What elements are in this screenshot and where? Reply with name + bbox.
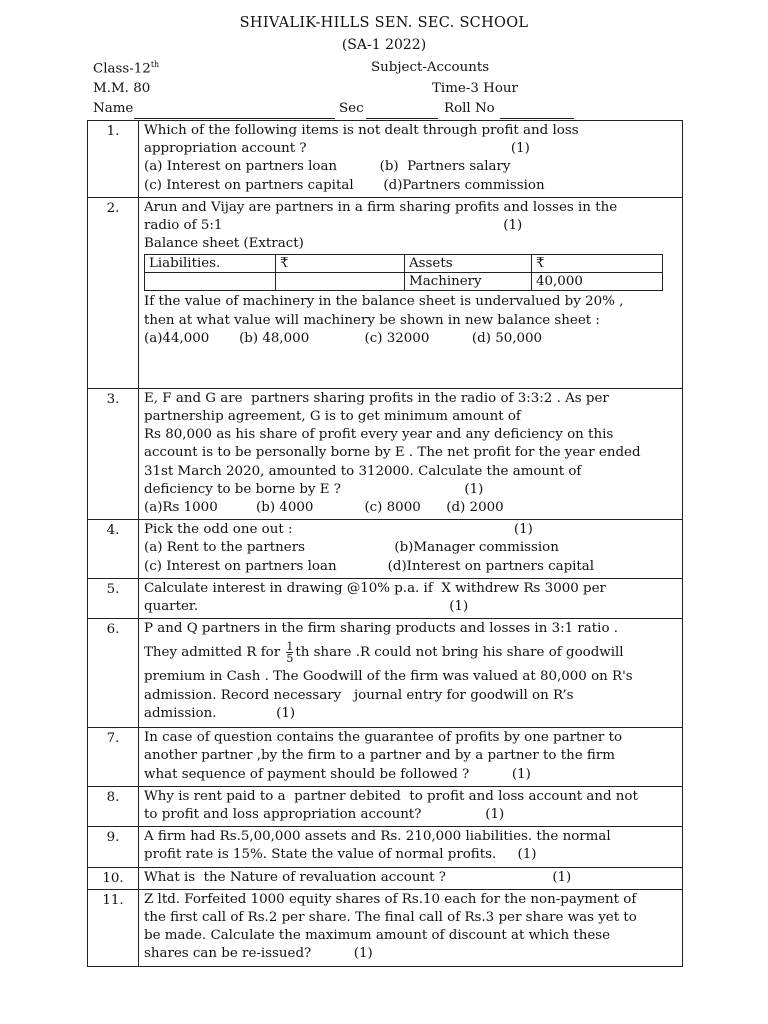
liabilities-amount-header: ₹ bbox=[276, 255, 405, 273]
question-number: 6. bbox=[88, 619, 139, 728]
question-line: Z ltd. Forfeited 1000 equity shares of Rs.10 each for the non-payment of bbox=[144, 891, 637, 907]
question-row-9 bbox=[88, 827, 683, 867]
section-blank-line bbox=[366, 118, 438, 119]
question-line: then at what value will machinery be shown in new balance sheet : bbox=[144, 312, 600, 328]
question-line: Calculate interest in drawing @10% p.a. if X withdrew Rs 3000 per bbox=[144, 580, 606, 596]
question-row-1 bbox=[88, 121, 683, 198]
question-row-3 bbox=[88, 388, 683, 519]
question-line: what sequence of payment should be followed ? (1) bbox=[144, 766, 531, 782]
question-line: Rs 80,000 as his share of profit every year and any deficiency on this bbox=[144, 427, 614, 443]
question-fragment: th share .R could not bring his share of goodwill bbox=[295, 645, 624, 661]
question-line: appropriation account ? (1) bbox=[144, 141, 530, 157]
asset-amount-cell: 40,000 bbox=[532, 273, 663, 291]
question-row-10 bbox=[88, 867, 683, 889]
question-option-line: (c) Interest on partners capital (d)Partners commission bbox=[144, 177, 545, 193]
question-line: admission. (1) bbox=[144, 705, 296, 721]
subject-label: Subject-Accounts bbox=[371, 60, 490, 75]
roll-number-blank-line bbox=[500, 118, 574, 119]
question-number: 11. bbox=[88, 889, 139, 966]
question-text bbox=[139, 867, 683, 889]
question-line: Pick the odd one out : (1) bbox=[144, 522, 533, 538]
question-option-line: (a)Rs 1000 (b) 4000 (c) 8000 (d) 2000 bbox=[144, 500, 504, 516]
question-line: another partner ,by the firm to a partner and by a partner to the firm bbox=[144, 748, 615, 764]
balance-sheet-extract bbox=[144, 254, 663, 291]
time-label: Time-3 Hour bbox=[432, 81, 518, 96]
question-number: 8. bbox=[88, 786, 139, 826]
question-row-7 bbox=[88, 728, 683, 787]
question-line: Arun and Vijay are partners in a firm sharing profits and losses in the bbox=[144, 199, 618, 215]
question-number: 2. bbox=[88, 197, 139, 388]
class-superscript: th bbox=[150, 60, 160, 69]
liabilities-amount-cell bbox=[276, 273, 405, 291]
question-text bbox=[139, 121, 683, 198]
balance-sheet-data-row bbox=[145, 273, 663, 291]
question-line: In case of question contains the guarantee of profits by one partner to bbox=[144, 730, 623, 746]
question-line: profit rate is 15%. State the value of normal profits. (1) bbox=[144, 847, 537, 863]
question-text bbox=[139, 827, 683, 867]
question-line: E, F and G are partners sharing profits in the radio of 3:3:2 . As per bbox=[144, 390, 609, 406]
question-row-5 bbox=[88, 578, 683, 618]
question-line: quarter. (1) bbox=[144, 599, 469, 615]
question-row-11 bbox=[88, 889, 683, 966]
question-text bbox=[139, 197, 683, 388]
question-text bbox=[139, 388, 683, 519]
question-line: What is the Nature of revaluation account ? (1) bbox=[144, 869, 572, 885]
question-fragment: They admitted R for bbox=[144, 645, 281, 661]
question-row-6 bbox=[88, 619, 683, 728]
name-label: Name bbox=[93, 101, 134, 116]
question-line: P and Q partners in the firm sharing products and losses in 3:1 ratio . bbox=[144, 621, 619, 637]
assets-amount-header: ₹ bbox=[532, 255, 663, 273]
question-line: If the value of machinery in the balance sheet is undervalued by 20% , bbox=[144, 294, 624, 310]
exam-title: (SA-1 2022) bbox=[341, 37, 427, 53]
question-line: shares can be re-issued? (1) bbox=[144, 946, 373, 962]
question-number: 9. bbox=[88, 827, 139, 867]
question-number: 7. bbox=[88, 728, 139, 787]
question-row-2 bbox=[88, 197, 683, 388]
question-line: premium in Cash . The Goodwill of the firm was valued at 80,000 on R's bbox=[144, 669, 633, 685]
school-name: SHIVALIK-HILLS SEN. SEC. SCHOOL bbox=[239, 15, 529, 31]
question-option-line: (c) Interest on partners loan (d)Interest on partners capital bbox=[144, 558, 595, 574]
question-row-4 bbox=[88, 520, 683, 579]
asset-name-cell: Machinery bbox=[405, 273, 532, 291]
question-line: admission. Record necessary journal entry for goodwill on R’s bbox=[144, 687, 574, 703]
question-line: Why is rent paid to a partner debited to profit and loss account and not bbox=[144, 788, 638, 804]
roll-number-label: Roll No bbox=[444, 101, 495, 116]
question-line-with-fraction bbox=[144, 638, 677, 668]
liabilities-cell bbox=[145, 273, 276, 291]
question-line: the first call of Rs.2 per share. The final call of Rs.3 per share was yet to bbox=[144, 910, 637, 926]
question-line: Which of the following items is not dealt through profit and loss bbox=[144, 123, 579, 138]
fraction-denominator: 5 bbox=[286, 652, 294, 666]
balance-sheet-header-row bbox=[145, 255, 663, 273]
question-option-line: (a)44,000 (b) 48,000 (c) 32000 (d) 50,000 bbox=[144, 330, 543, 346]
question-number: 4. bbox=[88, 520, 139, 579]
question-number: 1. bbox=[88, 121, 139, 198]
question-option-line: (a) Interest on partners loan (b) Partners salary bbox=[144, 159, 511, 175]
questions-table bbox=[87, 120, 683, 967]
max-marks: M.M. 80 bbox=[93, 81, 151, 96]
question-line: be made. Calculate the maximum amount of discount at which these bbox=[144, 928, 611, 944]
question-text bbox=[139, 520, 683, 579]
question-text bbox=[139, 889, 683, 966]
question-option-line: (a) Rent to the partners (b)Manager commission bbox=[144, 540, 559, 556]
question-row-8 bbox=[88, 786, 683, 826]
question-line: account is to be personally borne by E . The net profit for the year ended bbox=[144, 445, 641, 461]
liabilities-header: Liabilities. bbox=[145, 255, 276, 273]
question-line: Balance sheet (Extract) bbox=[144, 236, 304, 252]
question-text bbox=[139, 786, 683, 826]
question-line: to profit and loss appropriation account? (1) bbox=[144, 807, 505, 823]
name-blank-line bbox=[134, 118, 335, 119]
question-number: 5. bbox=[88, 578, 139, 618]
question-number: 3. bbox=[88, 388, 139, 519]
section-label: Sec bbox=[339, 101, 364, 116]
question-number: 10. bbox=[88, 867, 139, 889]
question-line: partnership agreement, G is to get minimum amount of bbox=[144, 409, 521, 425]
fraction-one-fifth bbox=[286, 641, 293, 664]
class-label: Class-12th bbox=[93, 60, 160, 77]
fraction-numerator: 1 bbox=[286, 640, 294, 654]
question-line: deficiency to be borne by E ? (1) bbox=[144, 481, 484, 497]
assets-header: Assets bbox=[405, 255, 532, 273]
question-line: A firm had Rs.5,00,000 assets and Rs. 210,000 liabilities. the normal bbox=[144, 829, 611, 845]
question-line: 31st March 2020, amounted to 312000. Calculate the amount of bbox=[144, 463, 582, 479]
question-line: radio of 5:1 (1) bbox=[144, 218, 523, 234]
question-text bbox=[139, 578, 683, 618]
question-text bbox=[139, 728, 683, 787]
question-text bbox=[139, 619, 683, 728]
